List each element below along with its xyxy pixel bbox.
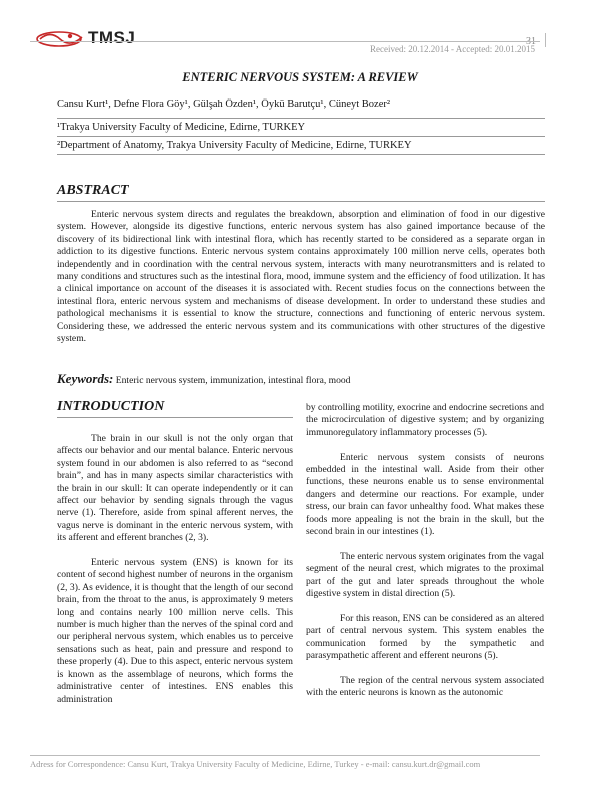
paragraph-continuation: by controlling motility, exocrine and endocrine secretions and the microcirculation of digestive system; and by organizing immunoregulatory inflammatory processes (5). <box>306 402 544 438</box>
keywords-text: Enteric nervous system, immunization, intestinal flora, mood <box>115 375 351 386</box>
paragraph: The region of the central nervous system associated with the enteric neurons is known as the autonomic <box>306 674 544 699</box>
paragraph: The enteric nervous system originates from the vagal segment of the neural crest, which migrates to the proximal part of the gut and later spreads throughout the whole digestive system in distal direction (5). <box>306 550 544 600</box>
left-column <box>57 433 293 718</box>
abstract-text: Enteric nervous system directs and regulates the breakdown, absorption and elimination of food in our digestive system. However, alongside its digestive functions, enteric nervous system has also gained importance because of the discovery of its bidirectional link with intestinal flora, which has recently started to be considered as a separate organ in addiction to its digestive functions. Enteric nervous system contains approximately 100 million nerve cells, operates both independently and in coordination with the central nervous system, interacts with many neurotransmitters and is related to many conditions and structures such as the intestinal flora, mood, immune system and the efficiency of food utilization. It has a clinical importance on account of the diseases it is associated with. Recent studies focus on the connections between the intestinal flora, enteric nervous system and mechanisms of disease development. In order to understand these studies and pathological mechanisms it is essential to know the structure, connections and functioning of enteric nervous system. Considering these, we addressed the enteric nervous system and its communications with other structures of the digestive system. <box>57 209 545 345</box>
header-rule <box>30 41 540 42</box>
introduction-rule <box>57 417 293 418</box>
header-divider <box>545 33 546 47</box>
author-list: Cansu Kurt¹, Defne Flora Göy¹, Gülşah Özden¹, Öykü Barutçu¹, Cüneyt Bozer² <box>57 99 391 110</box>
paragraph: Enteric nervous system (ENS) is known for its content of second highest number of neurons in the organism (2, 3). As evidence, it is thought that the length of our second brain, from the throat to the anus, is approximately 9 meters long and contains nearly 100 million nerve cells. This number is much higher than the nerves of the spinal cord and our peripheral nervous system, which enables us to perceive sensations such as heat, pain and pressure and respond to these properly (4). Due to this aspect, enteric nervous system is known as the assemblage of neurons, which forms the administrative center of intestines. ENS enables this administration <box>57 557 293 705</box>
abstract-heading: ABSTRACT <box>57 183 129 198</box>
keywords <box>57 371 350 387</box>
introduction-heading: INTRODUCTION <box>57 399 165 414</box>
correspondence-footer: Adress for Correspondence: Cansu Kurt, Trakya University Faculty of Medicine, Edirne, Turkey - e-mail: cansu.kurt.dr@gmail.com <box>30 759 481 769</box>
paragraph: Enteric nervous system consists of neurons embedded in the intestinal wall. Aside from their other functions, these neurons enable us to sense environmental dangers and determine our reactions. For example, under stress, our brain can favor unhealthy food. What makes these foods more appealing is not the brain in the skull, but the second brain in our intestines (1). <box>306 451 544 538</box>
paragraph: For this reason, ENS can be considered as an altered part of central nervous system. This system enables the communication formed by the sympathetic and parasympathetic afferent and efferent neurons (5). <box>306 612 544 662</box>
affiliations <box>57 118 545 156</box>
received-accepted-dates: Received: 20.12.2014 - Accepted: 20.01.2015 <box>370 44 535 54</box>
footer-rule <box>30 755 540 756</box>
journal-short-name: TMSJ <box>88 28 136 47</box>
affiliation-2: ²Department of Anatomy, Trakya University Faculty of Medicine, Edirne, TURKEY <box>57 137 545 155</box>
article-title: ENTERIC NERVOUS SYSTEM: A REVIEW <box>182 70 418 84</box>
right-column <box>306 402 544 712</box>
keywords-label: Keywords: <box>57 371 114 386</box>
page-number: 31 <box>526 36 536 47</box>
journal-logo <box>30 28 150 50</box>
paragraph: The brain in our skull is not the only organ that affects our behavior and our mental balance. Enteric nervous system found in our abdomen is also referred to as “second brain”, and has in many aspects similar characteristics with the brain in our skull: It can operate independently or it can affect our behavior by sending signals through the vagus nerve (1). Therefore, aside from spinal afferent nerves, the vagus nerve is dominant in the enteric nervous system, with its afferent and efferent branches (2, 3). <box>57 433 293 544</box>
affiliation-1: ¹Trakya University Faculty of Medicine, Edirne, TURKEY <box>57 118 545 137</box>
journal-logo-icon <box>30 28 88 50</box>
abstract-rule <box>57 201 545 202</box>
